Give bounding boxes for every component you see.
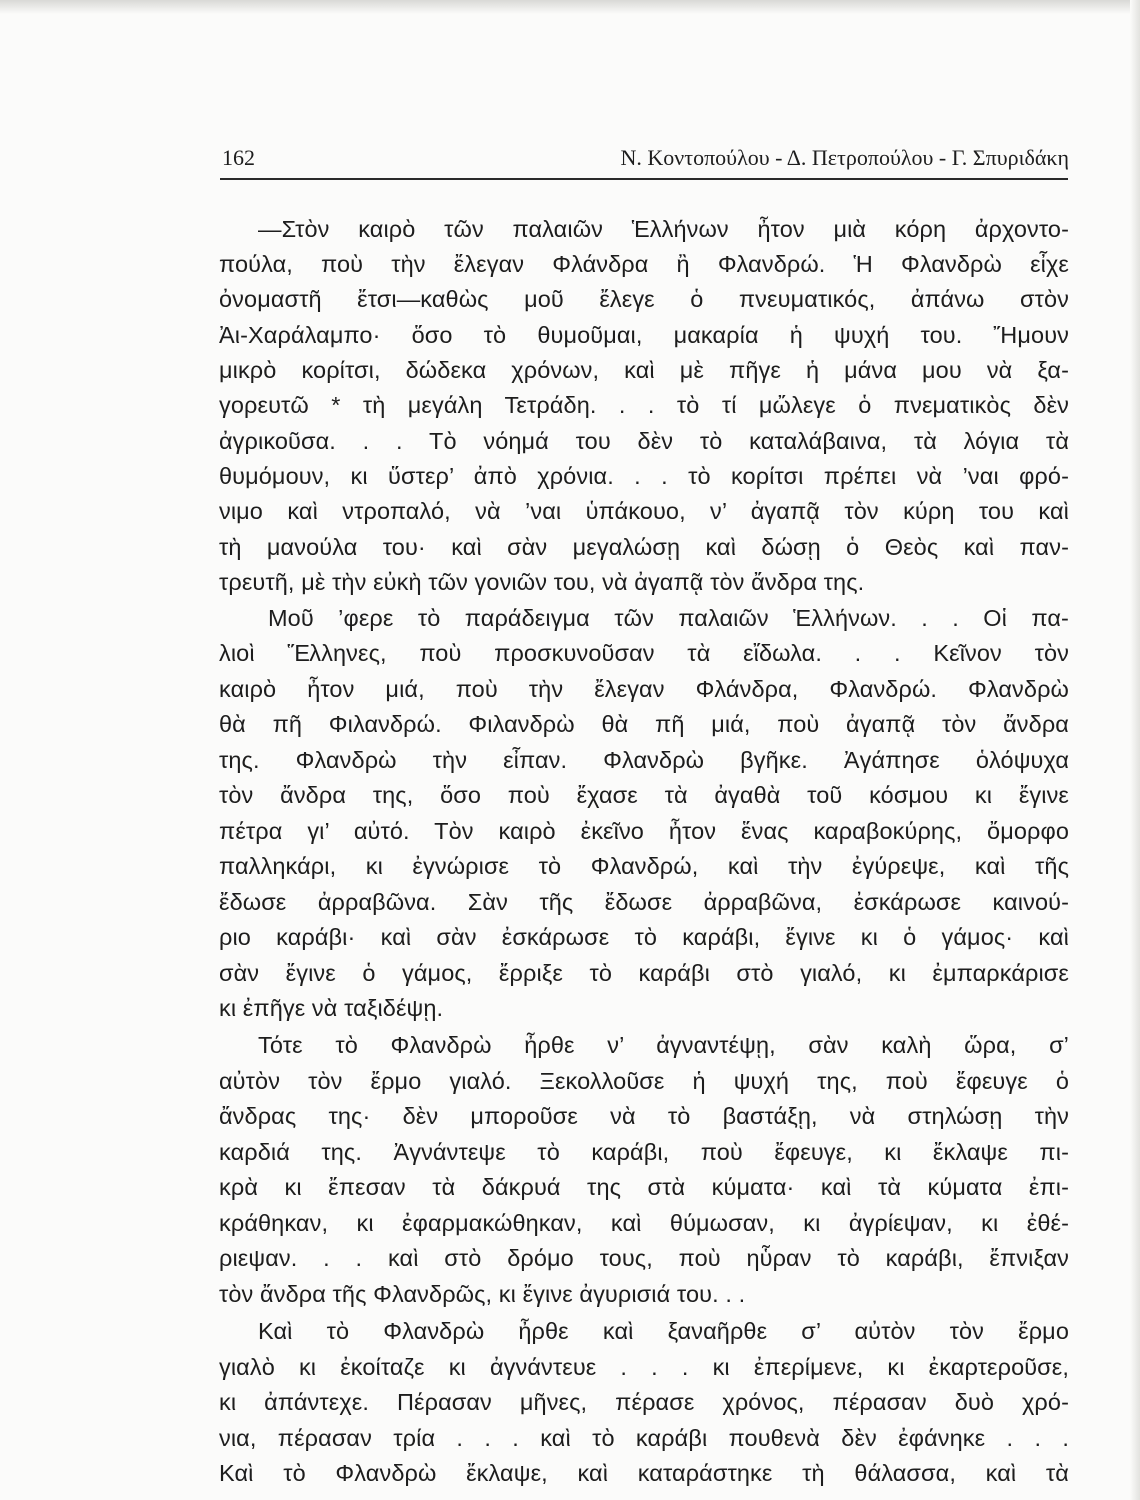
text-line: Ἀι-Χαράλαμπο· ὅσο τὸ θυμοῦμαι, μακαρία ἡ ψυχή του. Ἤμουν <box>219 322 1069 348</box>
text-line: ὀνομαστῆ ἔτσι—καθὼς μοῦ ἔλεγε ὁ πνευματικός, ἀπάνω στὸν <box>219 286 1069 312</box>
text-line: θυμόμουν, κι ὕστερ’ ἀπὸ χρόνια. . . τὸ κορίτσι πρέπει νὰ ’ναι φρό- <box>219 463 1069 489</box>
text-line: Καὶ τὸ Φλανδρὼ ἦρθε καὶ ξαναῆρθε σ’ αὐτὸν τὸν ἔρμο <box>258 1318 1069 1344</box>
page-number: 162 <box>222 145 255 170</box>
text-line: καιρὸ ἦτον μιά, ποὺ τὴν ἔλεγαν Φλάνδρα, Φλανδρώ. Φλανδρὼ <box>219 676 1069 702</box>
header-rule <box>220 178 1068 180</box>
text-line: κράθηκαν, κι ἐφαρμακώθηκαν, καὶ θύμωσαν, κι ἀγρίεψαν, κι ἐθέ- <box>219 1210 1069 1236</box>
text-line: πούλα, ποὺ τὴν ἔλεγαν Φλάνδρα ἢ Φλανδρώ. Ἡ Φλανδρὼ εἶχε <box>219 251 1069 277</box>
text-line: της. Φλανδρὼ τὴν εἶπαν. Φλανδρὼ βγῆκε. Ἀγάπησε ὁλόψυχα <box>219 747 1069 773</box>
text-line: τὸν ἄνδρα της, ὅσο ποὺ ἔχασε τὰ ἀγαθὰ τοῦ κόσμου κι ἔγινε <box>219 782 1069 808</box>
text-line: κι ἐπῆγε νὰ ταξιδέψῃ. <box>219 995 444 1021</box>
text-line: —Στὸν καιρὸ τῶν παλαιῶν Ἑλλήνων ἦτον μιὰ κόρη ἀρχοντο- <box>258 216 1069 242</box>
text-line: Καὶ τὸ Φλανδρὼ ἔκλαψε, καὶ καταράστηκε τὴ θάλασσα, καὶ τὰ <box>219 1460 1069 1486</box>
text-line: τρευτῆ, μὲ τὴν εὐκὴ τῶν γονιῶν του, νὰ ἀγαπᾷ τὸν ἄνδρα της. <box>219 569 865 595</box>
text-line: ἀγρικοῦσα. . . Τὸ νόημά του δὲν τὸ καταλάβαινα, τὰ λόγια τὰ <box>219 428 1069 454</box>
running-head-authors: Ν. Κοντοπούλου - Δ. Πετροπούλου - Γ. Σπυριδάκη <box>620 145 1069 170</box>
text-line: τὸν ἄνδρα τῆς Φλανδρῶς, κι ἔγινε ἀγυρισιά του. . . <box>219 1281 746 1307</box>
text-line: μικρὸ κορίτσι, δώδεκα χρόνων, καὶ μὲ πῆγε ἡ μάνα μου νὰ ξα- <box>219 357 1069 383</box>
text-line: σὰν ἔγινε ὁ γάμος, ἔρριξε τὸ καράβι στὸ γιαλό, κι ἐμπαρκάρισε <box>219 960 1069 986</box>
text-line: γιαλὸ κι ἐκοίταζε κι ἀγνάντευε . . . κι ἐπερίμενε, κι ἐκαρτεροῦσε, <box>219 1354 1069 1380</box>
text-line: θὰ πῆ Φιλανδρώ. Φιλανδρὼ θὰ πῆ μιά, ποὺ ἀγαπᾷ τὸν ἄνδρα <box>219 711 1069 737</box>
text-line: αὐτὸν τὸν ἔρμο γιαλό. Ξεκολλοῦσε ἡ ψυχή της, ποὺ ἔφευγε ὁ <box>219 1068 1069 1094</box>
text-line: κι ἀπάντεχε. Πέρασαν μῆνες, πέρασε χρόνος, πέρασαν δυὸ χρό- <box>219 1389 1069 1415</box>
text-line: ριο καράβι· καὶ σὰν ἐσκάρωσε τὸ καράβι, ἔγινε κι ὁ γάμος· καὶ <box>219 924 1069 950</box>
text-line: παλληκάρι, κι ἐγνώρισε τὸ Φλανδρώ, καὶ τὴν ἐγύρεψε, καὶ τῆς <box>219 853 1069 879</box>
text-line: νιμο καὶ ντροπαλό, νὰ ’ναι ὑπάκουο, ν’ ἀγαπᾷ τὸν κύρη του καὶ <box>219 498 1069 524</box>
text-line: γορευτῶ * τὴ μεγάλη Τετράδη. . . τὸ τί μὤλεγε ὁ πνεματικὸς δὲν <box>219 392 1069 418</box>
text-line: τὴ μανούλα του· καὶ σὰν μεγαλώσῃ καὶ δώσῃ ὁ Θεὸς καὶ παν- <box>219 534 1069 560</box>
text-line: ἄνδρας της· δὲν μποροῦσε νὰ τὸ βαστάξῃ, νὰ στηλώσῃ τὴν <box>219 1103 1069 1129</box>
text-line: νια, πέρασαν τρία . . . καὶ τὸ καράβι πουθενὰ δὲν ἐφάνηκε . . . <box>219 1425 1069 1451</box>
text-line: ριεψαν. . . καὶ στὸ δρόμο τους, ποὺ ηὗραν τὸ καράβι, ἔπνιξαν <box>219 1245 1069 1271</box>
text-line: ἔδωσε ἀρραβῶνα. Σὰν τῆς ἔδωσε ἀρραβῶνα, ἐσκάρωσε καινού- <box>219 889 1069 915</box>
text-line: πέτρα γι’ αὐτό. Τὸν καιρὸ ἐκεῖνο ἦτον ἕνας καραβοκύρης, ὄμορφο <box>219 818 1069 844</box>
text-line: Μοῦ ’φερε τὸ παράδειγμα τῶν παλαιῶν Ἑλλήνων. . . Οἱ πα- <box>268 605 1069 631</box>
text-line: καρδιά της. Ἀγνάντεψε τὸ καράβι, ποὺ ἔφευγε, κι ἔκλαψε πι- <box>219 1139 1069 1165</box>
text-line: κρὰ κι ἔπεσαν τὰ δάκρυά της στὰ κύματα· καὶ τὰ κύματα ἐπι- <box>219 1174 1069 1200</box>
text-line: Τότε τὸ Φλανδρὼ ἦρθε ν’ ἀγναντέψῃ, σὰν καλὴ ὥρα, σ’ <box>258 1032 1069 1058</box>
text-line: λιοὶ Ἕλληνες, ποὺ προσκυνοῦσαν τὰ εἴδωλα. . . Κεῖνον τὸν <box>219 640 1069 666</box>
